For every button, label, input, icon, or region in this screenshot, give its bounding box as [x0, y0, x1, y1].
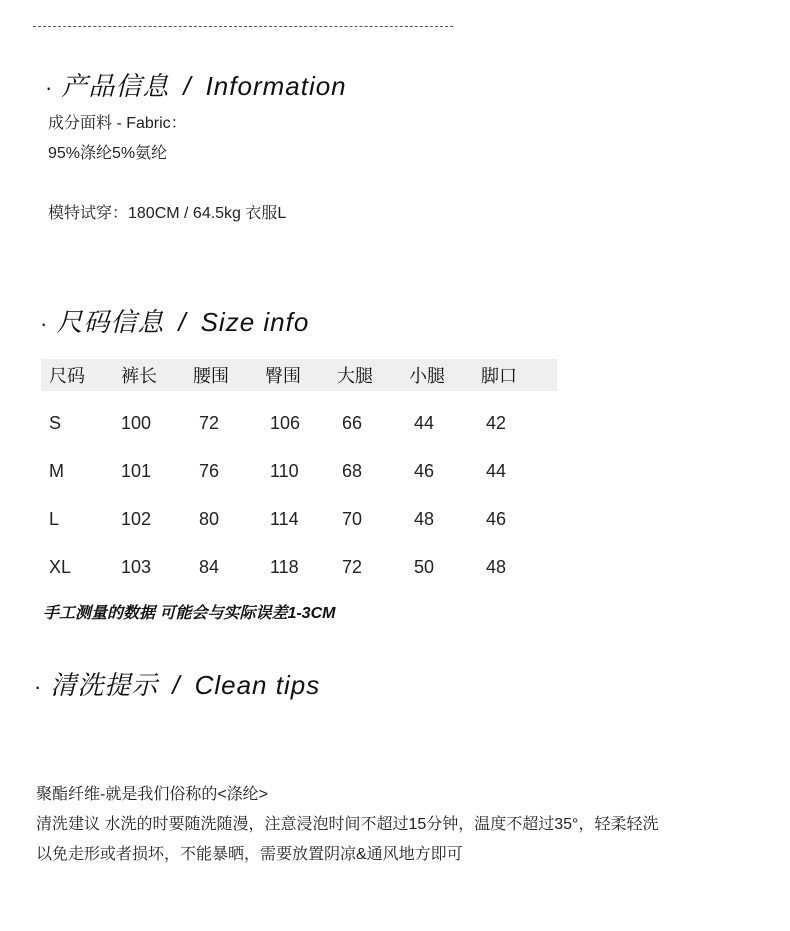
- header-cell: 脚口: [473, 359, 557, 391]
- header-cell: 腰围: [185, 359, 257, 391]
- table-cell: 50: [414, 556, 435, 577]
- top-dashed-divider: [33, 26, 453, 27]
- table-cell: 72: [342, 556, 363, 577]
- table-cell: 106: [270, 412, 301, 433]
- table-cell: 84: [199, 556, 220, 577]
- title-cn: 产品信息: [61, 71, 170, 101]
- header-cell: 裤长: [113, 359, 185, 391]
- title-cn: 尺码信息: [56, 307, 165, 337]
- table-cell: 103: [121, 556, 152, 577]
- clean-tip-line: 聚酯纤维-就是我们俗称的<涤纶>: [36, 786, 269, 803]
- table-cell: 110: [270, 460, 299, 481]
- title-en: Information: [205, 71, 347, 101]
- table-cell: XL: [49, 556, 72, 577]
- header-cell: 大腿: [329, 359, 401, 391]
- title-separator: /: [183, 71, 192, 101]
- clean-tip-line: 以免走形或者损坏，不能暴晒，需要放置阴凉&通风地方即可: [36, 846, 463, 863]
- table-cell: 70: [342, 508, 363, 529]
- bullet-dot: ·: [40, 311, 49, 336]
- table-cell: 66: [342, 412, 363, 433]
- clean-tip-line: 清洗建议 水洗的时要随洗随漫，注意浸泡时间不超过15分钟，温度不超过35°，轻柔轻洗: [36, 816, 659, 833]
- bullet-dot: ·: [45, 75, 54, 100]
- section-title-size-info: [40, 302, 309, 339]
- table-cell: 76: [199, 460, 220, 481]
- title-en: Size info: [200, 307, 310, 337]
- table-row: [41, 447, 557, 495]
- table-cell: 72: [199, 412, 220, 433]
- table-row: [41, 391, 557, 447]
- table-cell: 42: [486, 412, 507, 433]
- title-separator: /: [172, 670, 181, 700]
- fabric-label: 成分面料 - Fabric：: [48, 115, 187, 132]
- table-cell: M: [49, 460, 64, 481]
- table-cell: 48: [486, 556, 507, 577]
- table-cell: 118: [270, 556, 299, 577]
- header-cell: 小腿: [401, 359, 473, 391]
- model-info: 模特试穿：180CM / 64.5kg 衣服L: [48, 205, 287, 222]
- table-cell: S: [49, 412, 62, 433]
- table-cell: 44: [486, 460, 507, 481]
- table-cell: 100: [121, 412, 152, 433]
- table-cell: 114: [270, 508, 299, 529]
- table-row: [41, 543, 557, 591]
- section-title-clean-tips: [34, 665, 320, 702]
- table-cell: L: [49, 508, 60, 529]
- header-cell: 尺码: [41, 359, 113, 391]
- table-cell: 46: [486, 508, 507, 529]
- table-cell: 102: [121, 508, 152, 529]
- section-title-information: [45, 66, 347, 103]
- table-cell: 48: [414, 508, 435, 529]
- header-cell: 臀围: [257, 359, 329, 391]
- size-table: [41, 359, 557, 591]
- measurement-note: 手工测量的数据 可能会与实际误差1-3CM: [43, 605, 336, 622]
- bullet-dot: ·: [34, 674, 43, 699]
- fabric-value: 95%涤纶5%氨纶: [48, 145, 168, 162]
- title-en: Clean tips: [194, 670, 321, 700]
- title-cn: 清洗提示: [50, 670, 159, 700]
- table-cell: 44: [414, 412, 435, 433]
- table-cell: 46: [414, 460, 435, 481]
- table-cell: 80: [199, 508, 220, 529]
- table-row: [41, 495, 557, 543]
- title-separator: /: [178, 307, 187, 337]
- table-header-row: [41, 359, 557, 391]
- table-cell: 68: [342, 460, 363, 481]
- table-cell: 101: [121, 460, 152, 481]
